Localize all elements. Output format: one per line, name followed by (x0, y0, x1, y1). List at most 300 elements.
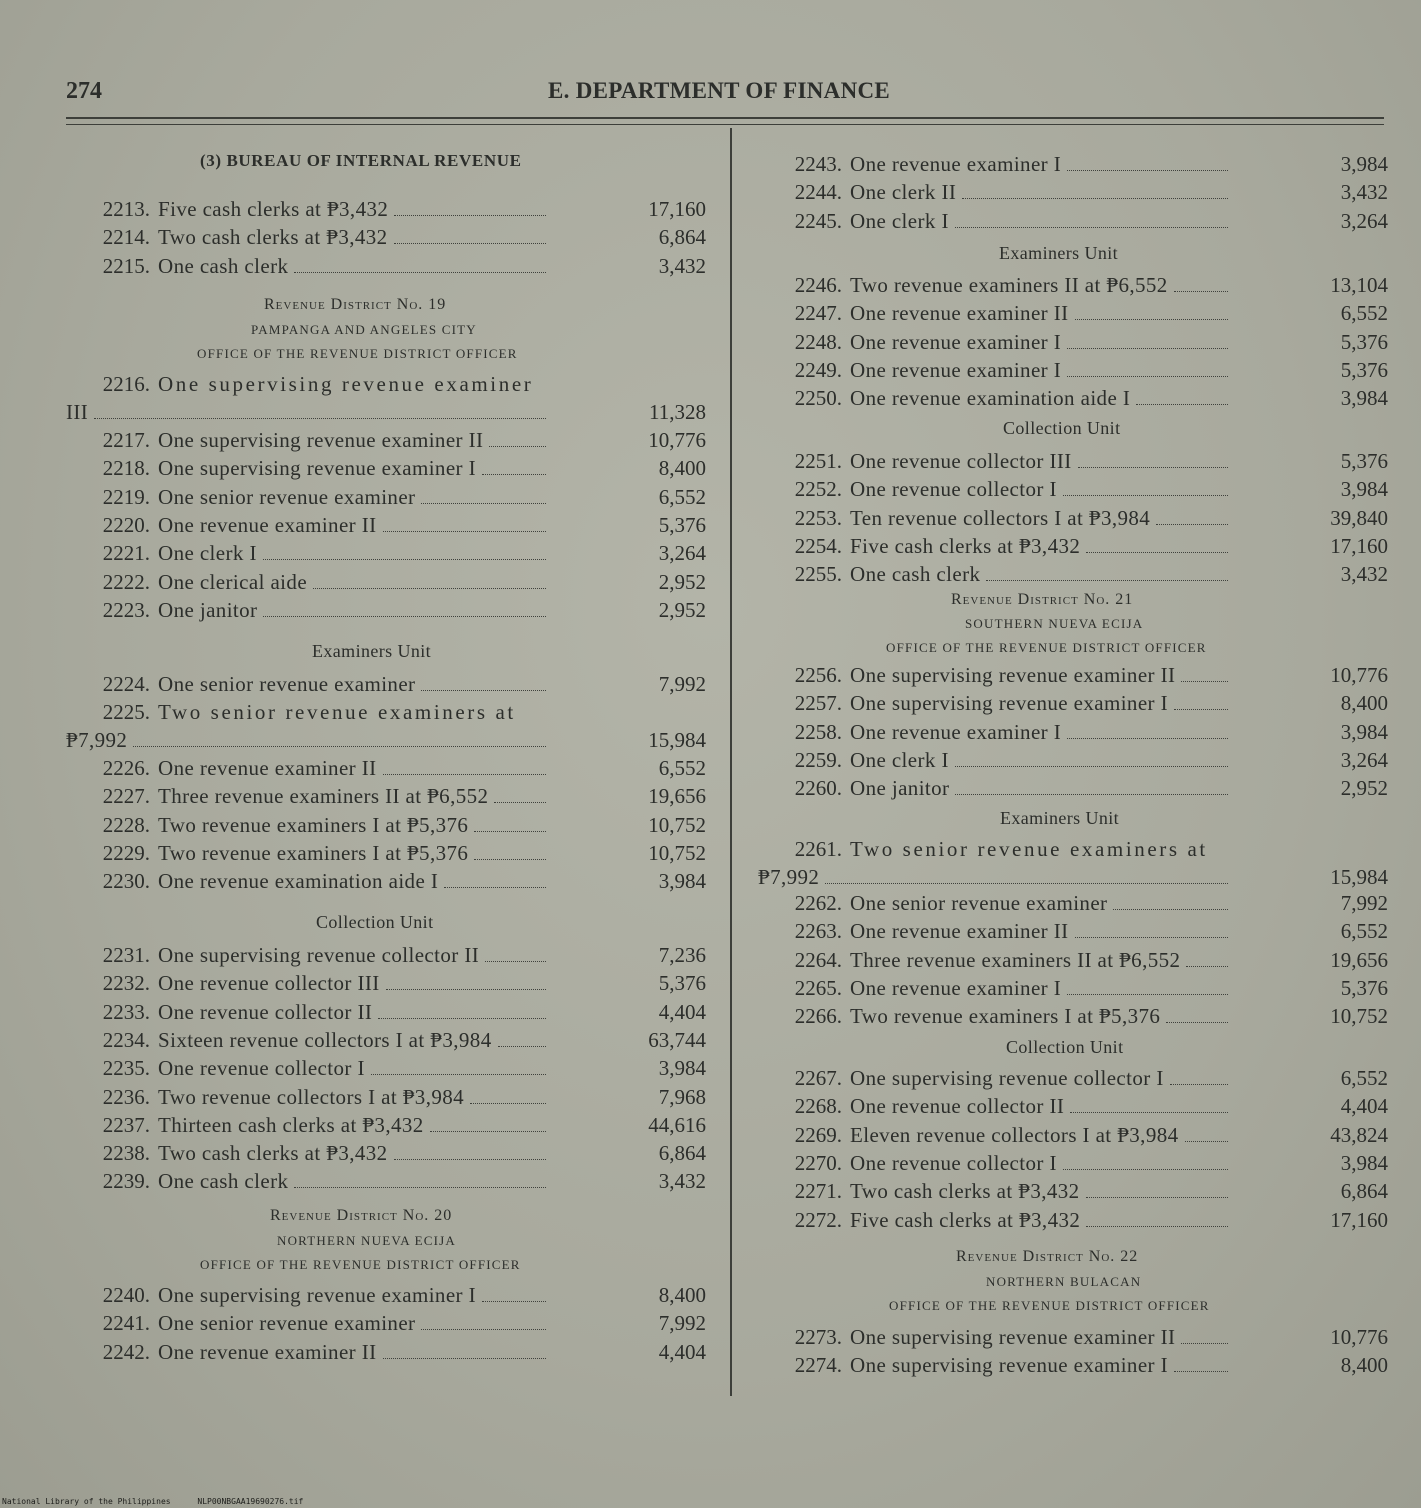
item-number: 2244. (794, 180, 842, 205)
item-amount: 7,992 (658, 672, 706, 696)
item-number: 2235. (102, 1056, 150, 1081)
item-description: Thirteen cash clerks at ₱3,432 (158, 1112, 424, 1137)
budget-item-2266 (758, 1002, 1388, 1030)
item-amount: 17,160 (1330, 533, 1388, 558)
item-description: One janitor (158, 597, 258, 622)
item-amount: 19,656 (1330, 947, 1388, 972)
budget-item-2262 (758, 889, 1388, 917)
budget-item-2273 (758, 1323, 1388, 1351)
item-number: 2213. (102, 197, 150, 221)
dot-leader (1078, 467, 1228, 468)
item-amount: 7,992 (658, 1311, 706, 1336)
budget-item-2227 (66, 782, 706, 810)
item-description: One senior revenue examiner (158, 672, 416, 696)
item-description-cont: III (66, 400, 89, 424)
item-amount: 15,984 (1330, 865, 1388, 889)
item-amount: 4,404 (1340, 1094, 1388, 1119)
item-number: 2233. (102, 999, 150, 1024)
item-amount: 8,400 (1340, 1353, 1388, 1378)
district-21-office: OFFICE OF THE REVENUE DISTRICT OFFICER (886, 640, 1207, 655)
dot-leader (263, 616, 546, 617)
item-description: One supervising revenue collector II (158, 943, 480, 967)
budget-item-2230 (66, 867, 706, 895)
item-number: 2260. (794, 776, 842, 801)
item-description: One revenue collector II (158, 999, 373, 1024)
dot-leader (1156, 524, 1228, 525)
item-description: One revenue examiner I (850, 719, 1062, 744)
dot-leader (489, 446, 546, 447)
item-number: 2239. (102, 1169, 150, 1194)
item-amount: 17,160 (1330, 1207, 1388, 1232)
item-amount: 5,376 (1340, 975, 1388, 1000)
dot-leader (133, 746, 546, 747)
item-number: 2272. (794, 1207, 842, 1232)
item-description: One supervising revenue examiner (158, 372, 534, 396)
dot-leader (1063, 1169, 1228, 1170)
dot-leader (1075, 319, 1228, 320)
item-amount: 63,744 (648, 1027, 706, 1052)
item-description: One senior revenue examiner (158, 484, 416, 509)
item-number: 2254. (794, 533, 842, 558)
item-description: One senior revenue examiner (158, 1311, 416, 1336)
dot-leader (1067, 376, 1228, 377)
dot-leader (383, 1358, 546, 1359)
item-number: 2248. (794, 329, 842, 354)
item-description-cont: ₱7,992 (758, 865, 820, 889)
district-21-place: SOUTHERN NUEVA ECIJA (965, 616, 1144, 631)
budget-item-2257 (758, 689, 1388, 717)
item-description: One revenue collector III (850, 449, 1072, 473)
item-description: One cash clerk (158, 1169, 289, 1194)
budget-item-2274 (758, 1351, 1388, 1379)
item-amount: 7,992 (1340, 891, 1388, 915)
dot-leader (498, 1046, 546, 1047)
dot-leader (962, 198, 1228, 199)
item-description: One revenue examiner II (158, 756, 377, 780)
item-amount: 6,552 (658, 756, 706, 780)
dot-leader (1181, 681, 1228, 682)
collection-unit-heading: Collection Unit (1006, 1037, 1124, 1057)
item-number: 2216. (102, 372, 150, 396)
item-number: 2221. (102, 541, 150, 566)
item-amount: 4,404 (658, 1339, 706, 1364)
item-amount: 5,376 (658, 971, 706, 996)
budget-item-2215 (66, 252, 706, 280)
item-description: Two cash clerks at ₱3,432 (158, 1141, 388, 1166)
budget-item-2228 (66, 811, 706, 839)
dot-leader (494, 802, 546, 803)
library-credit: National Library of the Philippines (2, 1497, 171, 1506)
dot-leader (825, 883, 1228, 884)
item-amount: 5,376 (1340, 449, 1388, 473)
budget-item-2242 (66, 1338, 706, 1366)
item-number: 2269. (794, 1122, 842, 1147)
dot-leader (294, 1187, 546, 1188)
examiners-unit-heading: Examiners Unit (312, 641, 432, 661)
budget-item-2223 (66, 596, 706, 624)
dot-leader (1067, 348, 1228, 349)
budget-item-2261 (758, 835, 1388, 863)
item-number: 2271. (794, 1179, 842, 1204)
item-amount: 10,752 (648, 812, 706, 837)
dot-leader (421, 690, 546, 691)
item-amount: 5,376 (1340, 329, 1388, 354)
dot-leader (1067, 994, 1228, 995)
item-amount: 8,400 (658, 1283, 706, 1307)
budget-item-2234 (66, 1026, 706, 1054)
budget-item-2260 (758, 774, 1388, 802)
dot-leader (1113, 909, 1228, 910)
budget-item-2216 (66, 370, 706, 398)
budget-item-2268 (758, 1092, 1388, 1120)
dot-leader (430, 1131, 546, 1132)
budget-item-2263 (758, 917, 1388, 945)
item-amount: 4,404 (658, 999, 706, 1024)
dot-leader (394, 1159, 546, 1160)
dot-leader (986, 580, 1228, 581)
dot-leader (482, 474, 546, 475)
item-amount: 10,776 (648, 428, 706, 452)
item-description: One revenue examiner II (158, 1339, 377, 1364)
dot-leader (386, 989, 546, 990)
examiners-unit-heading: Examiners Unit (999, 243, 1119, 263)
budget-item-2214 (66, 223, 706, 251)
dot-leader (482, 1301, 546, 1302)
item-description: One revenue examination aide I (850, 386, 1131, 411)
budget-item-2225-cont (66, 726, 706, 754)
item-description: One supervising revenue examiner I (158, 456, 476, 481)
dot-leader (1086, 552, 1228, 553)
item-number: 2231. (102, 943, 150, 967)
item-amount: 2,952 (1340, 776, 1388, 801)
item-number: 2263. (794, 919, 842, 944)
item-description: One supervising revenue examiner I (850, 1353, 1168, 1378)
item-description: One cash clerk (850, 562, 981, 587)
item-number: 2253. (794, 505, 842, 530)
item-description: One revenue collector II (850, 1094, 1065, 1119)
item-number: 2232. (102, 971, 150, 996)
item-description: One revenue examiner II (850, 919, 1069, 944)
item-description: One revenue examiner I (850, 329, 1062, 354)
item-number: 2257. (794, 691, 842, 716)
item-amount: 3,432 (1340, 180, 1388, 205)
item-amount: 3,984 (658, 869, 706, 894)
item-description: Five cash clerks at ₱3,432 (850, 1207, 1081, 1232)
running-title: E. DEPARTMENT OF FINANCE (548, 78, 891, 103)
item-description: Eleven revenue collectors I at ₱3,984 (850, 1122, 1179, 1147)
item-number: 2236. (102, 1084, 150, 1109)
item-number: 2267. (794, 1066, 842, 1090)
item-number: 2220. (102, 512, 150, 537)
dot-leader (394, 215, 546, 216)
item-description: One clerk I (850, 747, 949, 772)
budget-item-2237 (66, 1111, 706, 1139)
dot-leader (955, 766, 1228, 767)
item-number: 2274. (794, 1353, 842, 1378)
budget-item-2239 (66, 1167, 706, 1195)
dot-leader (421, 1329, 546, 1330)
item-number: 2256. (794, 663, 842, 687)
item-number: 2217. (102, 428, 150, 452)
district-20-office: OFFICE OF THE REVENUE DISTRICT OFFICER (200, 1257, 521, 1272)
item-description: One revenue examiner I (850, 152, 1062, 176)
item-amount: 6,864 (1340, 1179, 1388, 1204)
dot-leader (1136, 404, 1228, 405)
item-amount: 3,264 (1340, 747, 1388, 772)
item-description: Two revenue collectors I at ₱3,984 (158, 1084, 465, 1109)
item-description: Sixteen revenue collectors I at ₱3,984 (158, 1027, 492, 1052)
item-description: One cash clerk (158, 253, 289, 278)
item-amount: 6,552 (658, 484, 706, 509)
item-amount: 6,864 (658, 225, 706, 250)
budget-item-2271 (758, 1177, 1388, 1205)
budget-item-2250 (758, 384, 1388, 412)
file-name: NLP00NBGAA19690276.tif (197, 1497, 304, 1506)
budget-item-2219 (66, 483, 706, 511)
item-description: Two cash clerks at ₱3,432 (850, 1179, 1080, 1204)
header-rule-thin (66, 124, 1384, 125)
dot-leader (485, 961, 546, 962)
dot-leader (1067, 738, 1228, 739)
budget-item-2253 (758, 504, 1388, 532)
item-description: Ten revenue collectors I at ₱3,984 (850, 505, 1151, 530)
collection-unit-heading: Collection Unit (1003, 418, 1121, 438)
budget-item-2232 (66, 969, 706, 997)
budget-item-2240 (66, 1281, 706, 1309)
item-number: 2266. (794, 1004, 842, 1029)
budget-item-2254 (758, 532, 1388, 560)
item-amount: 8,400 (1340, 691, 1388, 716)
item-amount: 17,160 (648, 197, 706, 221)
item-number: 2240. (102, 1283, 150, 1307)
budget-item-2224 (66, 670, 706, 698)
item-number: 2226. (102, 756, 150, 780)
item-description: One revenue collector III (158, 971, 380, 996)
budget-item-2255 (758, 560, 1388, 588)
item-amount: 3,432 (658, 253, 706, 278)
item-description: One supervising revenue examiner I (158, 1283, 476, 1307)
item-amount: 2,952 (658, 569, 706, 594)
item-description: One supervising revenue collector I (850, 1066, 1164, 1090)
item-description: One revenue examination aide I (158, 869, 439, 894)
budget-item-2252 (758, 475, 1388, 503)
item-amount: 5,376 (658, 512, 706, 537)
item-number: 2270. (794, 1150, 842, 1175)
district-22-title: Revenue District No. 22 (956, 1248, 1139, 1265)
examiners-unit-heading: Examiners Unit (1000, 808, 1120, 828)
item-description-cont: ₱7,992 (66, 728, 128, 752)
dot-leader (421, 503, 546, 504)
item-number: 2249. (794, 357, 842, 382)
item-number: 2258. (794, 719, 842, 744)
dot-leader (383, 531, 546, 532)
item-amount: 7,236 (658, 943, 706, 967)
item-number: 2227. (102, 784, 150, 809)
dot-leader (263, 559, 546, 560)
item-number: 2247. (794, 301, 842, 326)
item-number: 2214. (102, 225, 150, 250)
district-19-title: Revenue District No. 19 (264, 296, 447, 313)
dot-leader (470, 1103, 546, 1104)
column-divider (730, 128, 732, 1396)
item-number: 2223. (102, 597, 150, 622)
dot-leader (1170, 1084, 1228, 1085)
budget-item-2272 (758, 1206, 1388, 1234)
dot-leader (1063, 495, 1228, 496)
item-amount: 15,984 (648, 728, 706, 752)
item-amount: 6,552 (1340, 301, 1388, 326)
item-number: 2243. (794, 152, 842, 176)
dot-leader (394, 243, 546, 244)
item-description: Two revenue examiners I at ₱5,376 (158, 840, 469, 865)
item-amount: 5,376 (1340, 357, 1388, 382)
item-number: 2238. (102, 1141, 150, 1166)
item-number: 2219. (102, 484, 150, 509)
dot-leader (1075, 937, 1228, 938)
item-description: One revenue collector I (850, 1150, 1057, 1175)
district-22-place: NORTHERN BULACAN (986, 1274, 1142, 1289)
item-amount: 3,984 (1340, 386, 1388, 411)
budget-item-2238 (66, 1139, 706, 1167)
dot-leader (1086, 1197, 1228, 1198)
item-number: 2268. (794, 1094, 842, 1119)
dot-leader (383, 774, 546, 775)
item-description: One senior revenue examiner (850, 891, 1108, 915)
item-number: 2225. (102, 700, 150, 724)
item-description: One clerk I (158, 541, 257, 566)
dot-leader (474, 859, 546, 860)
item-amount: 7,968 (658, 1084, 706, 1109)
budget-item-2245 (758, 207, 1388, 235)
dot-leader (1067, 170, 1228, 171)
item-amount: 3,264 (658, 541, 706, 566)
item-amount: 39,840 (1330, 505, 1388, 530)
dot-leader (1185, 1141, 1228, 1142)
item-amount: 3,984 (1340, 477, 1388, 502)
item-amount: 43,824 (1330, 1122, 1388, 1147)
item-number: 2234. (102, 1027, 150, 1052)
item-amount: 3,984 (1340, 1150, 1388, 1175)
item-number: 2251. (794, 449, 842, 473)
district-20-place: NORTHERN NUEVA ECIJA (277, 1233, 456, 1248)
budget-item-2216-cont (66, 398, 706, 426)
dot-leader (371, 1074, 546, 1075)
item-number: 2237. (102, 1112, 150, 1137)
item-description: One revenue examiner I (850, 357, 1062, 382)
item-number: 2230. (102, 869, 150, 894)
item-description: One clerical aide (158, 569, 308, 594)
item-description: One supervising revenue examiner I (850, 691, 1168, 716)
budget-item-2229 (66, 839, 706, 867)
item-number: 2262. (794, 891, 842, 915)
budget-item-2247 (758, 299, 1388, 327)
district-19-place: PAMPANGA AND ANGELES CITY (251, 322, 477, 337)
item-amount: 6,864 (658, 1141, 706, 1166)
item-description: One revenue examiner I (850, 975, 1062, 1000)
item-description: Two cash clerks at ₱3,432 (158, 225, 388, 250)
item-amount: 10,776 (1330, 1325, 1388, 1349)
item-number: 2228. (102, 812, 150, 837)
item-amount: 10,752 (1330, 1004, 1388, 1029)
item-number: 2246. (794, 273, 842, 297)
item-amount: 3,432 (1340, 562, 1388, 587)
budget-item-2259 (758, 746, 1388, 774)
dot-leader (1181, 1343, 1228, 1344)
item-description: One supervising revenue examiner II (850, 663, 1176, 687)
item-number: 2241. (102, 1311, 150, 1336)
budget-item-2236 (66, 1083, 706, 1111)
budget-item-2220 (66, 511, 706, 539)
item-number: 2229. (102, 840, 150, 865)
item-description: One revenue collector I (158, 1056, 365, 1081)
district-20-title: Revenue District No. 20 (270, 1207, 453, 1224)
dot-leader (313, 588, 546, 589)
item-description: Two senior revenue examiners at (158, 700, 516, 724)
item-amount: 10,752 (648, 840, 706, 865)
item-amount: 3,984 (1340, 152, 1388, 176)
item-description: Two senior revenue examiners at (850, 837, 1208, 861)
dot-leader (474, 831, 546, 832)
item-amount: 6,552 (1340, 919, 1388, 944)
budget-item-2213 (66, 195, 706, 223)
item-amount: 6,552 (1340, 1066, 1388, 1090)
item-amount: 11,328 (649, 400, 706, 424)
item-amount: 3,984 (1340, 719, 1388, 744)
budget-item-2235 (66, 1054, 706, 1082)
budget-item-2244 (758, 178, 1388, 206)
budget-item-2231 (66, 941, 706, 969)
item-amount: 44,616 (648, 1112, 706, 1137)
item-number: 2252. (794, 477, 842, 502)
item-number: 2250. (794, 386, 842, 411)
budget-item-2246 (758, 271, 1388, 299)
item-number: 2224. (102, 672, 150, 696)
item-description: Two revenue examiners I at ₱5,376 (850, 1004, 1161, 1029)
item-description: One clerk I (850, 208, 949, 233)
budget-item-2218 (66, 454, 706, 482)
dot-leader (444, 887, 546, 888)
item-number: 2265. (794, 975, 842, 1000)
budget-item-2249 (758, 356, 1388, 384)
item-number: 2255. (794, 562, 842, 587)
item-description: One clerk II (850, 180, 957, 205)
district-22-office: OFFICE OF THE REVENUE DISTRICT OFFICER (889, 1298, 1210, 1313)
item-description: One revenue collector I (850, 477, 1057, 502)
budget-item-2248 (758, 328, 1388, 356)
budget-item-2270 (758, 1149, 1388, 1177)
dot-leader (94, 418, 546, 419)
item-amount: 8,400 (658, 456, 706, 481)
item-amount: 3,432 (658, 1169, 706, 1194)
item-number: 2261. (794, 837, 842, 861)
item-description: One supervising revenue examiner II (158, 428, 484, 452)
page-number: 274 (66, 78, 102, 104)
dot-leader (1174, 291, 1228, 292)
item-amount: 3,264 (1340, 208, 1388, 233)
budget-item-2251 (758, 447, 1388, 475)
district-21-title: Revenue District No. 21 (951, 591, 1134, 608)
district-19-office: OFFICE OF THE REVENUE DISTRICT OFFICER (197, 346, 518, 361)
budget-item-2261-cont (758, 863, 1388, 891)
budget-item-2221 (66, 539, 706, 567)
budget-item-2267 (758, 1064, 1388, 1092)
item-description: Two revenue examiners II at ₱6,552 (850, 273, 1168, 297)
item-amount: 13,104 (1330, 273, 1388, 297)
item-description: Three revenue examiners II at ₱6,552 (158, 784, 489, 809)
item-number: 2242. (102, 1339, 150, 1364)
item-number: 2259. (794, 747, 842, 772)
dot-leader (1070, 1112, 1228, 1113)
